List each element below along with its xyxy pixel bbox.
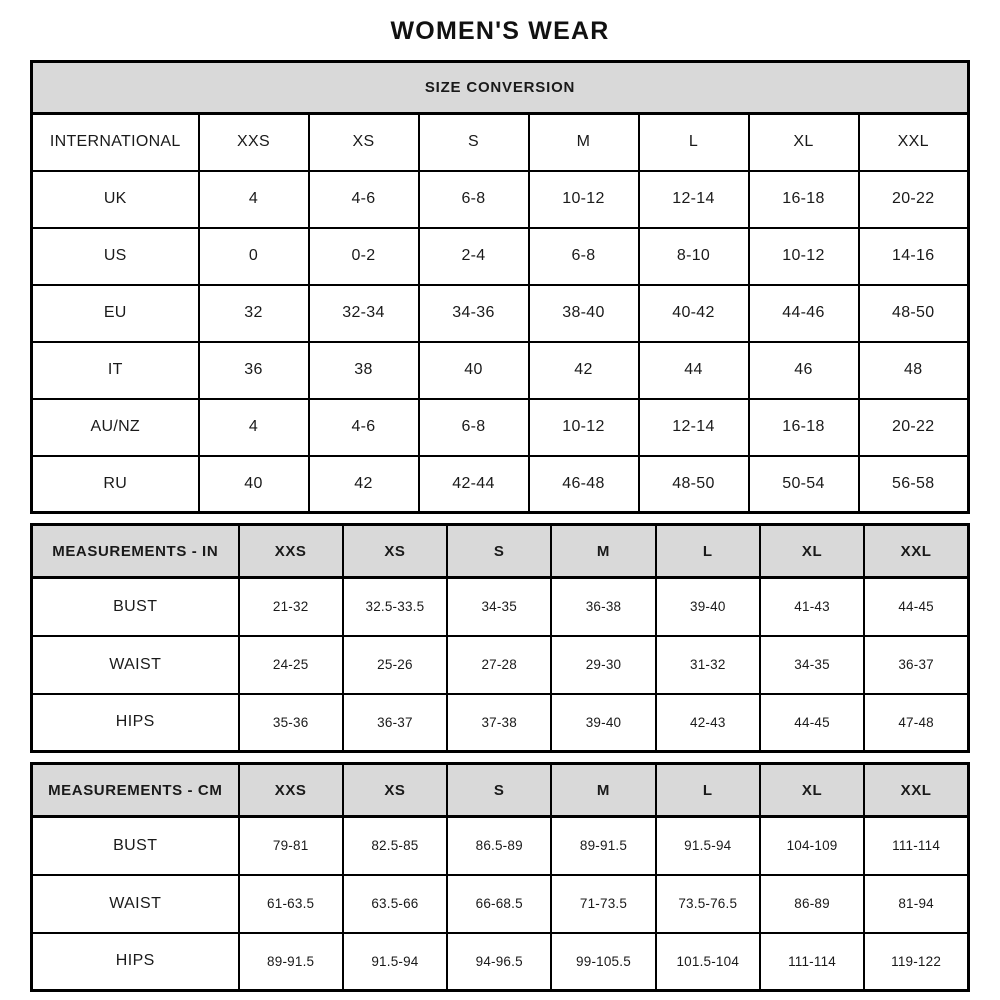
table-cell: 20-22 xyxy=(859,399,969,456)
table-cell: 48-50 xyxy=(639,456,749,513)
size-column-header: L xyxy=(656,764,760,817)
size-column-header: XXS xyxy=(239,764,343,817)
size-column-header: XXL xyxy=(864,764,968,817)
table-cell: 25-26 xyxy=(343,636,447,694)
table-cell: 4 xyxy=(199,171,309,228)
row-label: AU/NZ xyxy=(32,399,199,456)
row-label: HIPS xyxy=(32,933,239,991)
table-cell: 36 xyxy=(199,342,309,399)
table-cell: 61-63.5 xyxy=(239,875,343,933)
row-label: WAIST xyxy=(32,636,239,694)
row-label: BUST xyxy=(32,578,239,636)
size-column-header: XL xyxy=(760,764,864,817)
size-column-header: XS xyxy=(343,525,447,578)
table-cell: 37-38 xyxy=(447,694,551,752)
table-cell: 2-4 xyxy=(419,228,529,285)
table-cell: 39-40 xyxy=(551,694,655,752)
size-column-header: XXL xyxy=(864,525,968,578)
table-row xyxy=(32,636,969,694)
row-label: US xyxy=(32,228,199,285)
table-cell: 10-12 xyxy=(529,171,639,228)
table-cell: 42-44 xyxy=(419,456,529,513)
table-cell: 27-28 xyxy=(447,636,551,694)
table-cell: 8-10 xyxy=(639,228,749,285)
table-cell: 47-48 xyxy=(864,694,968,752)
table-cell: 31-32 xyxy=(656,636,760,694)
size-column-header: L xyxy=(656,525,760,578)
table-cell: 48-50 xyxy=(859,285,969,342)
table-row xyxy=(32,171,969,228)
table-cell: 40 xyxy=(199,456,309,513)
table-cell: 40 xyxy=(419,342,529,399)
table-cell: 66-68.5 xyxy=(447,875,551,933)
row-label: RU xyxy=(32,456,199,513)
size-column-header: XXS xyxy=(239,525,343,578)
page-title: WOMEN'S WEAR xyxy=(390,17,610,45)
table-cell: 0 xyxy=(199,228,309,285)
table-cell: 36-38 xyxy=(551,578,655,636)
table-cell: 46-48 xyxy=(529,456,639,513)
table-row xyxy=(32,817,969,875)
table-cell: 20-22 xyxy=(859,171,969,228)
table-row xyxy=(32,228,969,285)
table-cell: 99-105.5 xyxy=(551,933,655,991)
table-cell: 4 xyxy=(199,399,309,456)
row-group-header: MEASUREMENTS - IN xyxy=(32,525,239,578)
row-label: UK xyxy=(32,171,199,228)
table-cell: 44 xyxy=(639,342,749,399)
table-row xyxy=(32,694,969,752)
table-cell: S xyxy=(419,114,529,171)
table-cell: 32-34 xyxy=(309,285,419,342)
table-row xyxy=(32,875,969,933)
table-cell: 94-96.5 xyxy=(447,933,551,991)
table-cell: 91.5-94 xyxy=(656,817,760,875)
table-cell: 81-94 xyxy=(864,875,968,933)
row-label: INTERNATIONAL xyxy=(32,114,199,171)
table-cell: 42 xyxy=(309,456,419,513)
table-title-row xyxy=(32,62,969,114)
table-cell: 40-42 xyxy=(639,285,749,342)
table-cell: 44-45 xyxy=(864,578,968,636)
row-label: EU xyxy=(32,285,199,342)
table-cell: 56-58 xyxy=(859,456,969,513)
table-cell: 36-37 xyxy=(343,694,447,752)
table-cell: 10-12 xyxy=(529,399,639,456)
table-cell: 32.5-33.5 xyxy=(343,578,447,636)
size-column-header: M xyxy=(551,525,655,578)
table-cell: 16-18 xyxy=(749,171,859,228)
table-cell: 46 xyxy=(749,342,859,399)
table-cell: 6-8 xyxy=(419,171,529,228)
table-cell: 34-35 xyxy=(447,578,551,636)
table-cell: XL xyxy=(749,114,859,171)
table-row xyxy=(32,114,969,171)
table-cell: 44-45 xyxy=(760,694,864,752)
table-cell: 38-40 xyxy=(529,285,639,342)
table-cell: 6-8 xyxy=(419,399,529,456)
table-row xyxy=(32,285,969,342)
table-cell: 111-114 xyxy=(760,933,864,991)
table-cell: XXL xyxy=(859,114,969,171)
table-cell: XXS xyxy=(199,114,309,171)
table-cell: 36-37 xyxy=(864,636,968,694)
table-cell: 71-73.5 xyxy=(551,875,655,933)
table-cell: 16-18 xyxy=(749,399,859,456)
table-cell: 86.5-89 xyxy=(447,817,551,875)
table-cell: 48 xyxy=(859,342,969,399)
table-cell: 101.5-104 xyxy=(656,933,760,991)
table-cell: 89-91.5 xyxy=(551,817,655,875)
table-row xyxy=(32,578,969,636)
table-cell: 21-32 xyxy=(239,578,343,636)
table-row xyxy=(32,399,969,456)
table-cell: XS xyxy=(309,114,419,171)
size-conversion-table xyxy=(30,60,970,514)
table-cell: 32 xyxy=(199,285,309,342)
table-cell: 10-12 xyxy=(749,228,859,285)
table-cell: 4-6 xyxy=(309,171,419,228)
table-cell: 34-35 xyxy=(760,636,864,694)
table-cell: 6-8 xyxy=(529,228,639,285)
row-label: HIPS xyxy=(32,694,239,752)
table-cell: 89-91.5 xyxy=(239,933,343,991)
measurements-in-table xyxy=(30,523,970,753)
table-cell: 119-122 xyxy=(864,933,968,991)
table-cell: 42-43 xyxy=(656,694,760,752)
table-cell: 44-46 xyxy=(749,285,859,342)
table-cell: 82.5-85 xyxy=(343,817,447,875)
table-header-row xyxy=(32,525,969,578)
table-cell: 79-81 xyxy=(239,817,343,875)
size-column-header: XS xyxy=(343,764,447,817)
row-label: WAIST xyxy=(32,875,239,933)
table-cell: 73.5-76.5 xyxy=(656,875,760,933)
row-label: IT xyxy=(32,342,199,399)
table-cell: 0-2 xyxy=(309,228,419,285)
table-row xyxy=(32,342,969,399)
table-cell: 35-36 xyxy=(239,694,343,752)
size-column-header: M xyxy=(551,764,655,817)
table-cell: 29-30 xyxy=(551,636,655,694)
table-cell: 91.5-94 xyxy=(343,933,447,991)
table-cell: 4-6 xyxy=(309,399,419,456)
row-group-header: MEASUREMENTS - CM xyxy=(32,764,239,817)
table-cell: 38 xyxy=(309,342,419,399)
table-cell: 34-36 xyxy=(419,285,529,342)
table-header-row xyxy=(32,764,969,817)
table-cell: 41-43 xyxy=(760,578,864,636)
table-cell: 12-14 xyxy=(639,399,749,456)
table-cell: L xyxy=(639,114,749,171)
table-cell: 24-25 xyxy=(239,636,343,694)
table-row xyxy=(32,456,969,513)
table-cell: M xyxy=(529,114,639,171)
measurements-cm-table xyxy=(30,762,970,992)
table-cell: 39-40 xyxy=(656,578,760,636)
table-row xyxy=(32,933,969,991)
table-cell: 104-109 xyxy=(760,817,864,875)
table-cell: 50-54 xyxy=(749,456,859,513)
table-cell: 12-14 xyxy=(639,171,749,228)
size-column-header: XL xyxy=(760,525,864,578)
size-column-header: S xyxy=(447,525,551,578)
row-label: BUST xyxy=(32,817,239,875)
table-title: SIZE CONVERSION xyxy=(32,62,969,114)
size-column-header: S xyxy=(447,764,551,817)
table-cell: 63.5-66 xyxy=(343,875,447,933)
table-cell: 42 xyxy=(529,342,639,399)
table-cell: 111-114 xyxy=(864,817,968,875)
table-cell: 14-16 xyxy=(859,228,969,285)
table-cell: 86-89 xyxy=(760,875,864,933)
